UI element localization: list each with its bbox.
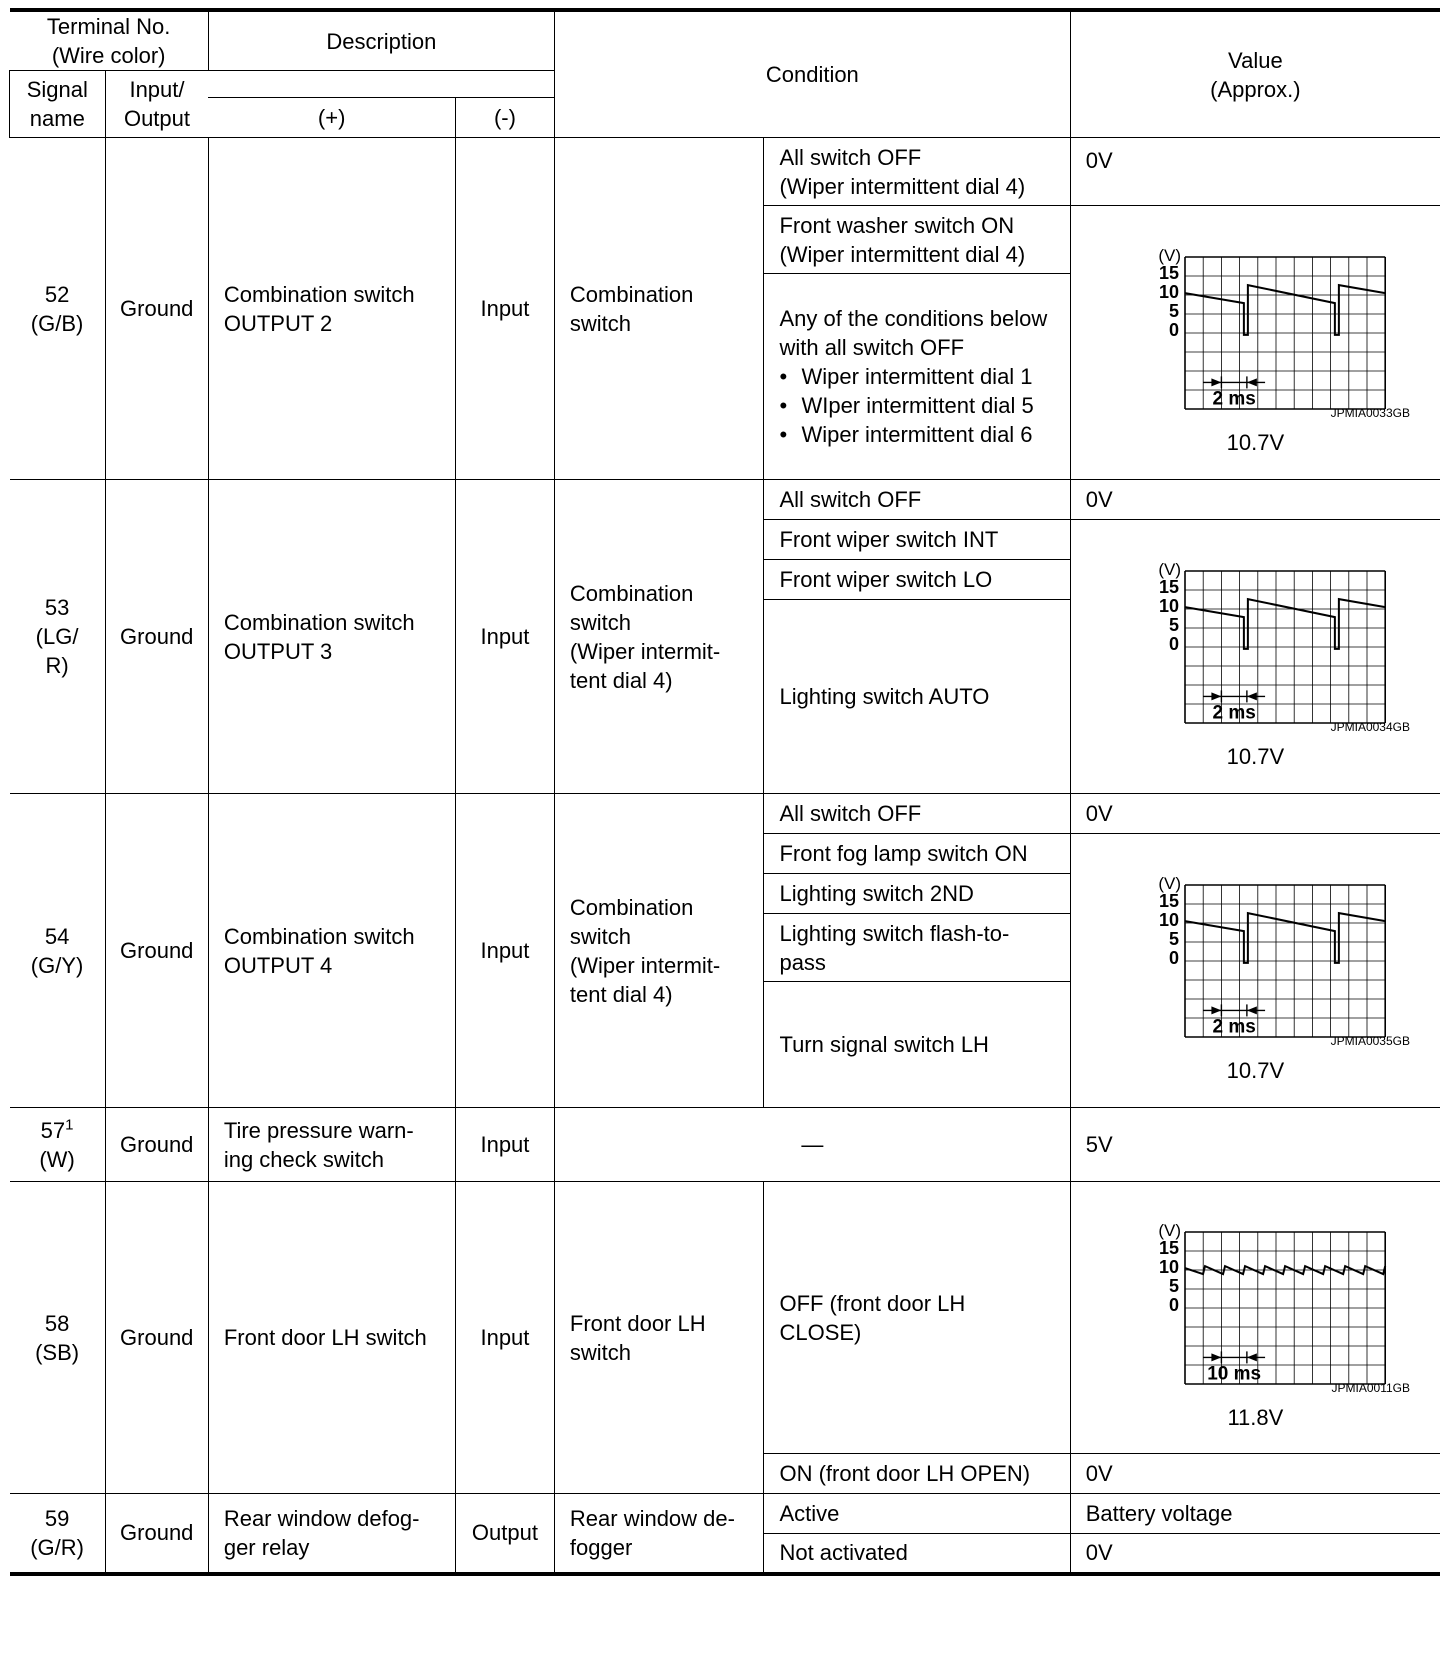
terminal-57-footnote: 1 [65,1116,74,1134]
list-item: • WIper intermittent dial 5 [779,391,1063,420]
axis-tick-label: 0 [1169,319,1180,340]
io-52: Input [456,138,555,480]
axis-tick-label: 15 [1159,576,1180,597]
figure-id-58: JPMIA0011GB [1331,1380,1410,1395]
io-54: Input [456,794,555,1108]
ground-57: Ground [105,1108,208,1182]
terminal-57-color: (W) [39,1146,75,1172]
axis-tick-label: 10 [1159,909,1180,930]
condition-53: Combination switch (Wiper intermit- tent dial 4) [554,480,764,794]
time-scale-label: 10 ms [1207,1362,1262,1384]
time-scale-label: 2 ms [1212,701,1257,723]
waveform-trace [1185,913,1385,963]
signal-54: Combination switch OUTPUT 4 [208,794,455,1108]
signal-52: Combination switch OUTPUT 2 [208,138,455,480]
condition-52-any [764,274,1070,480]
condition-54-2nd: Lighting switch 2ND [764,874,1070,914]
header-signal-name: Signal name [10,71,106,138]
list-item: • Wiper intermittent dial 1 [779,362,1063,391]
value-59-inactive: 0V [1070,1534,1440,1574]
condition-59: Rear window de- fogger [554,1494,764,1574]
table-row [10,1494,1441,1534]
condition-52-any-text: Any of the conditions below with all switch OFF [779,306,1048,360]
terminal-54: 54 (G/Y) [10,794,106,1108]
axis-tick-label: 0 [1169,633,1180,654]
ground-54: Ground [105,794,208,1108]
axis-unit: (V) [1158,873,1182,893]
value-52: 10.7V [1226,429,1285,455]
scale-arrow [1247,378,1257,386]
table-row [10,1182,1441,1454]
axis-tick-label: 10 [1159,1256,1180,1277]
axis-tick-label: 5 [1169,1275,1180,1296]
io-58: Input [456,1182,555,1494]
condition-58-off: OFF (front door LH CLOSE) [764,1182,1070,1454]
condition-54: Combination switch (Wiper intermit- tent dial 4) [554,794,764,1108]
scale-arrow [1212,1006,1222,1014]
table-row [10,1108,1441,1182]
condition-53-auto: Lighting switch AUTO [764,600,1070,794]
value-53-all-off: 0V [1070,480,1440,520]
io-59: Output [456,1494,555,1574]
condition-54-fog: Front fog lamp switch ON [764,834,1070,874]
signal-58: Front door LH switch [208,1182,455,1494]
condition-53-int: Front wiper switch INT [764,520,1070,560]
figure-id-54: JPMIA0035GB [1330,1033,1410,1048]
waveform-trace [1185,599,1385,649]
condition-54-turn: Turn signal switch LH [764,982,1070,1108]
value-58-waveform [1070,1182,1440,1454]
value-59-active: Battery voltage [1070,1494,1440,1534]
time-scale-label: 2 ms [1212,1015,1257,1037]
terminal-53: 53 (LG/ R) [10,480,106,794]
terminal-58: 58 (SB) [10,1182,106,1494]
header-input-output: Input/ Output [105,71,208,138]
table-row [10,138,1441,206]
scale-arrow [1247,1353,1257,1361]
waveform-trace [1185,285,1385,335]
ground-52: Ground [105,138,208,480]
value-54: 10.7V [1226,1057,1285,1083]
scale-arrow [1247,692,1257,700]
time-scale-label: 2 ms [1212,387,1257,409]
signal-57: Tire pressure warn- ing check switch [208,1108,455,1182]
table-row [10,794,1441,834]
condition-52-list [779,362,1063,449]
condition-54-all-off: All switch OFF [764,794,1070,834]
axis-tick-label: 10 [1159,281,1180,302]
header-terminal-plus: (+) [208,98,455,138]
header-value: Value (Approx.) [1070,10,1440,138]
ground-58: Ground [105,1182,208,1494]
figure-id-53: JPMIA0034GB [1330,719,1410,734]
terminal-table [9,8,1440,1576]
signal-53: Combination switch OUTPUT 3 [208,480,455,794]
condition-52-washer: Front washer switch ON (Wiper intermittent dial 4) [764,206,1070,274]
figure-id-52: JPMIA0033GB [1330,405,1410,420]
axis-tick-label: 0 [1169,947,1180,968]
header-condition: Condition [554,10,1070,138]
condition-52-all-off: All switch OFF (Wiper intermittent dial 4) [764,138,1070,206]
value-53-waveform [1070,520,1440,794]
axis-tick-label: 0 [1169,1294,1180,1315]
axis-tick-label: 5 [1169,300,1180,321]
table-row [10,480,1441,520]
scale-arrow [1247,1006,1257,1014]
axis-tick-label: 15 [1159,890,1180,911]
terminal-spec-sheet [9,8,1440,1576]
header-terminal: Terminal No. (Wire color) [10,10,209,71]
condition-58-on: ON (front door LH OPEN) [764,1454,1070,1494]
terminal-59: 59 (G/R) [10,1494,106,1574]
value-57: 5V [1070,1108,1440,1182]
waveform-trace [1185,1266,1385,1274]
condition-59-active: Active [764,1494,1070,1534]
terminal-57 [10,1108,106,1182]
scale-arrow [1212,692,1222,700]
header-description: Description [208,10,554,71]
axis-unit: (V) [1158,1220,1182,1240]
io-53: Input [456,480,555,794]
axis-tick-label: 10 [1159,595,1180,616]
value-52-all-off: 0V [1070,138,1440,206]
ground-53: Ground [105,480,208,794]
value-53: 10.7V [1226,743,1285,769]
value-58-on: 0V [1070,1454,1440,1494]
condition-58: Front door LH switch [554,1182,764,1494]
axis-unit: (V) [1158,559,1182,579]
condition-59-inactive: Not activated [764,1534,1070,1574]
condition-53-all-off: All switch OFF [764,480,1070,520]
scale-arrow [1212,1353,1222,1361]
value-52-waveform [1070,206,1440,480]
header-terminal-minus: (-) [456,98,555,138]
condition-57: — [554,1108,1070,1182]
axis-tick-label: 15 [1159,1237,1180,1258]
value-54-all-off: 0V [1070,794,1440,834]
terminal-57-number: 57 [40,1117,66,1143]
axis-tick-label: 15 [1159,262,1180,283]
list-item: • Wiper intermittent dial 6 [779,420,1063,449]
value-58: 11.8V [1227,1404,1284,1430]
scale-arrow [1212,378,1222,386]
axis-tick-label: 5 [1169,614,1180,635]
condition-54-flash: Lighting switch flash-to- pass [764,914,1070,982]
ground-59: Ground [105,1494,208,1574]
signal-59: Rear window defog- ger relay [208,1494,455,1574]
axis-unit: (V) [1158,245,1182,265]
axis-tick-label: 5 [1169,928,1180,949]
condition-52: Combination switch [554,138,764,480]
condition-53-lo: Front wiper switch LO [764,560,1070,600]
value-54-waveform [1070,834,1440,1108]
terminal-52: 52 (G/B) [10,138,106,480]
io-57: Input [456,1108,555,1182]
